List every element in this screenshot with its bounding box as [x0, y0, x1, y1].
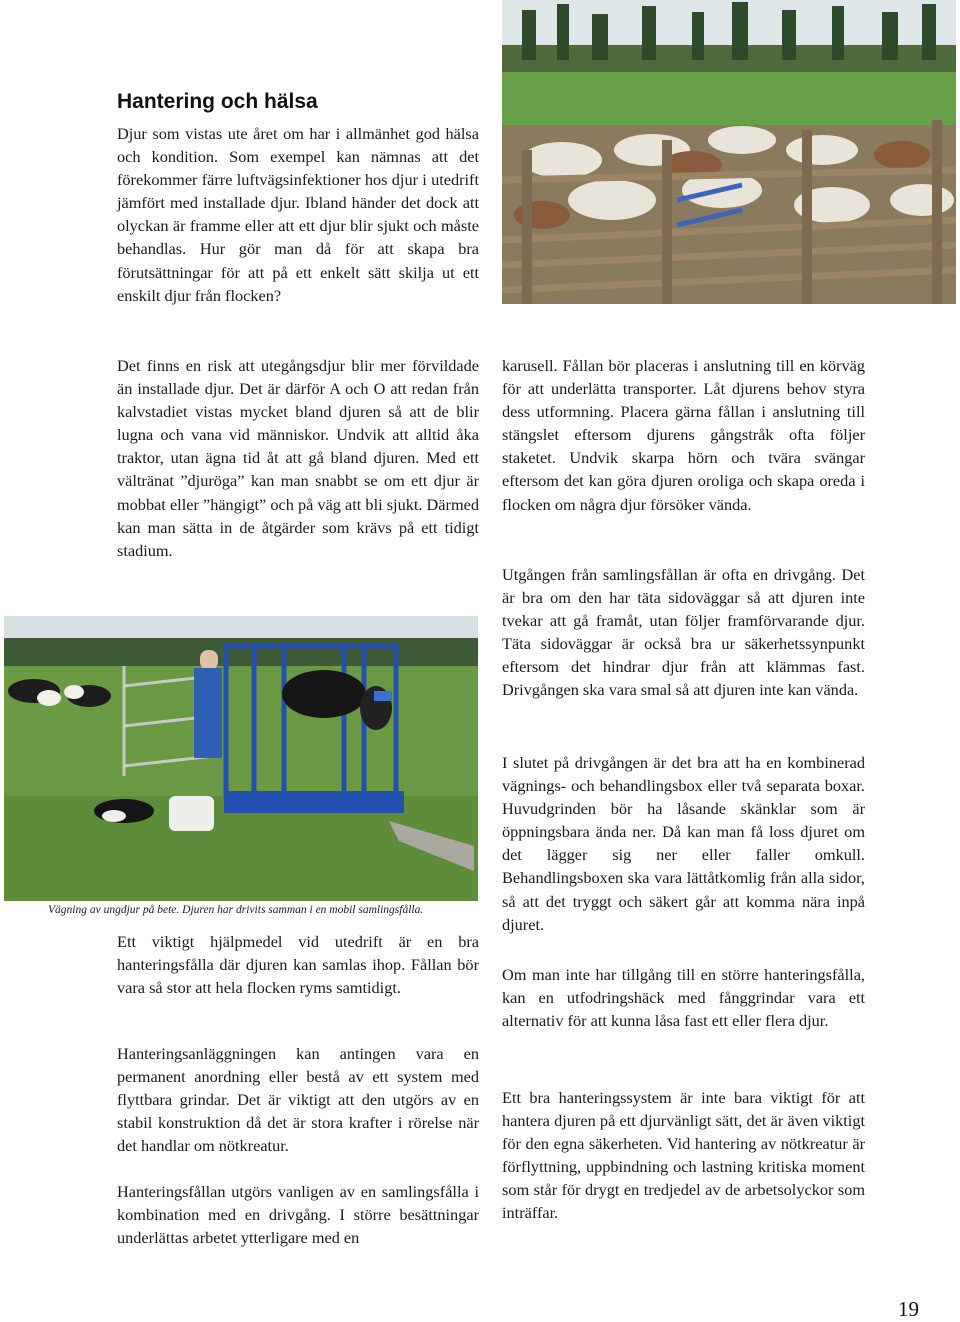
- left-paragraph-3: Ett viktigt hjälpmedel vid utedrift är en bra hanteringsfålla där djuren kan samlas ihop. Fållan bör vara så stor att hela flocken ryms samtidigt.: [117, 932, 479, 998]
- right-paragraph-4: Om man inte har tillgång till en större hanteringsfålla, kan en utfodringshäck med fånggrindar vara ett alternativ för att kunna låsa fast ett eller flera djur.: [502, 965, 865, 1031]
- section-heading: Hantering och hälsa: [117, 90, 318, 113]
- left-paragraph-2: Det finns en risk att utegångsdjur blir mer förvildade än installade djur. Det är därför A och O att redan från kalvstadiet vistas mycket bland djuren så att de blir lugna och vana vid människor. Undvik att alltid åka traktor, utan ägna tid åt att gå bland djuren. Med ett vältränat ”djuröga” kan man snabbt se om ett djur är mobbat eller ”hängigt” och på väg att bli sjukt. Därmed kan man sätta in de åtgärder som krävs på ett tidigt stadium.: [117, 356, 479, 560]
- right-paragraph-5: Ett bra hanteringssystem är inte bara viktigt för att hantera djuren på ett djurvänligt sätt, det är även viktigt för den egna säkerheten. Vid hantering av nötkreatur är förflyttning, uppbindning och lastning kritiska moment som står för drygt en tredjedel av de arbetsolyckor som inträffar.: [502, 1088, 865, 1223]
- page-number: 19: [898, 1297, 919, 1321]
- right-paragraph-3: I slutet på drivgången är det bra att ha en kombinerad vägnings- och behandlingsbox eller två separata boxar. Huvudgrinden bör ha låsande skänklar som är öppningsbara ända ner. Då kan man få loss djuret om det lägger sig ner eller faller omkull. Behandlingsboxen ska vara lättåtkomlig från alla sidor, så att det tryggt och säkert går att komma nära inpå djuret.: [502, 753, 865, 934]
- right-paragraph-1: karusell. Fållan bör placeras i anslutning till en körväg för att underlätta transporter. Låt djurens behov styra dess utformning. Placera gärna fållan i anslutning till stängslet eftersom djurens gångstråk ofta följer staketet. Undvik skarpa hörn och tvära svängar eftersom det kan göra djuren oroliga och skapa oreda i flocken om några djur försöker vända.: [502, 356, 865, 514]
- cattle-pen-photo: [502, 0, 956, 304]
- photo-caption: Vägning av ungdjur på bete. Djuren har drivits samman i en mobil samlingsfålla.: [48, 904, 424, 916]
- left-paragraph-4: Hanteringsanläggningen kan antingen vara en permanent anordning eller bestå av ett system med flyttbara grindar. Det är viktigt att den utgörs av en stabil konstruktion då det är stora krafter i rörelse när det handlar om nötkreatur.: [117, 1044, 479, 1156]
- left-paragraph-1: Djur som vistas ute året om har i allmänhet god hälsa och kondition. Som exempel kan nämnas att det förekommer färre luftvägsinfektioner hos djur i utedrift jämfört med installade djur. Ibland händer det dock att olyckan är framme eller att ett djur blir sjukt och måste behandlas. Hur gör man då för att skapa bra förutsättningar för att på ett enkelt sätt skilja ut ett enskilt djur från flocken?: [117, 124, 479, 305]
- left-paragraph-5: Hanteringsfållan utgörs vanligen av en samlingsfålla i kombination med en drivgång. I större besättningar underlättas arbetet ytterligare med en: [117, 1182, 479, 1248]
- right-paragraph-2: Utgången från samlingsfållan är ofta en drivgång. Det är bra om den har täta sidoväggar så att djuren inte tvekar att gå framåt, utan följer framförvarande djur. Täta sidoväggar är också bra ur säkerhetssynpunkt eftersom det hindrar djur från att klämmas fast. Drivgången ska vara smal så att djuren inte kan vända.: [502, 565, 865, 700]
- weighing-cattle-photo: [4, 616, 478, 901]
